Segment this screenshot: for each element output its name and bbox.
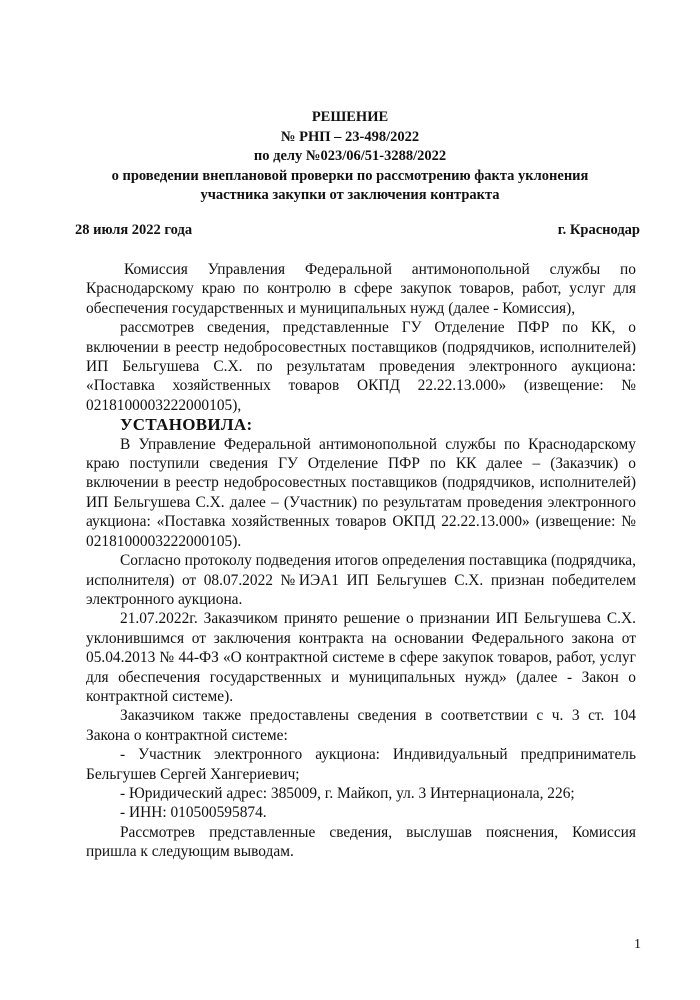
list-item-address: - Юридический адрес: 385009, г. Майкоп, ул. 3 Интернационала, 226;: [120, 784, 575, 802]
intro-paragraph-considered: рассмотрев сведения, представленные ГУ Отделение ПФР по КК, о включении в реестр недобросовестных поставщиков (подрядчиков, исполнителей) ИП Бельгушева С.Х. по результатам проведения электронного аукциона: «Поставка хозяйственных товаров ОКПД 22.22.13.000» (извещение: № 0218100003222000105),: [86, 319, 636, 414]
list-item-inn: - ИНН: 010500595874.: [120, 804, 267, 822]
case-number: по делу №023/06/51-3288/2022: [253, 148, 447, 164]
paragraph-provided-info: Заказчиком также предоставлены сведения в соответствии с ч. 3 ст. 104 Закона о контрактной системе:: [86, 707, 636, 744]
subject-line-2: участника закупки от заключения контракта: [200, 187, 500, 203]
decision-city: г. Краснодар: [557, 222, 640, 238]
section-heading: УСТАНОВИЛА:: [120, 415, 253, 435]
subject-line-1: о проведении внеплановой проверки по рассмотрению факта уклонения: [111, 167, 589, 184]
list-item-participant: - Участник электронного аукциона: Индивидуальный предприниматель Бельгушев Сергей Хангериевич;: [86, 746, 636, 783]
paragraph-received-info: В Управление Федеральной антимонопольной службы по Краснодарскому краю поступили сведения ГУ Отделение ПФР по КК далее – (Заказчик) о включении в реестр недобросовестных поставщиков (подрядчиков, исполнителей) ИП Бельгушева С.Х. далее – (Участник) по результатам проведения электронного аукциона: «Поставка хозяйственных товаров ОКПД 22.22.13.000» (извещение: № 0218100003222000105).: [86, 435, 636, 550]
paragraph-conclusion: Рассмотрев представленные сведения, выслушав пояснения, Комиссия пришла к следующим выводам.: [86, 823, 636, 861]
decision-header: [60, 108, 640, 206]
intro-paragraph-commission: Комиссия Управления Федеральной антимонопольной службы по Краснодарскому краю по контролю в сфере закупок товаров, работ, услуг для обеспечения государственных и муниципальных нужд (далее - Комиссия),: [86, 261, 636, 317]
document-body: [86, 260, 636, 862]
page-number: 1: [634, 937, 641, 952]
decision-date: 28 июля 2022 года: [75, 222, 193, 238]
paragraph-protocol: Согласно протоколу подведения итогов определения поставщика (подрядчика, исполнителя) от 08.07.2022 №ИЭА1 ИП Бельгушев С.Х. признан победителем электронного аукциона.: [86, 552, 636, 608]
decision-title: РЕШЕНИЕ: [311, 109, 389, 125]
date-location-row: [75, 222, 640, 242]
paragraph-evasion-decision: 21.07.2022г. Заказчиком принято решение о признании ИП Бельгушева С.Х. уклонившимся от заключения контракта на основании Федерального закона от 05.04.2013 № 44-ФЗ «О контрактной системе в сфере закупок товаров, работ, услуг для обеспечения государственных и муниципальных нужд» (далее - Закон о контрактной системе).: [86, 610, 636, 705]
rnp-number: № РНП – 23-498/2022: [280, 128, 420, 145]
